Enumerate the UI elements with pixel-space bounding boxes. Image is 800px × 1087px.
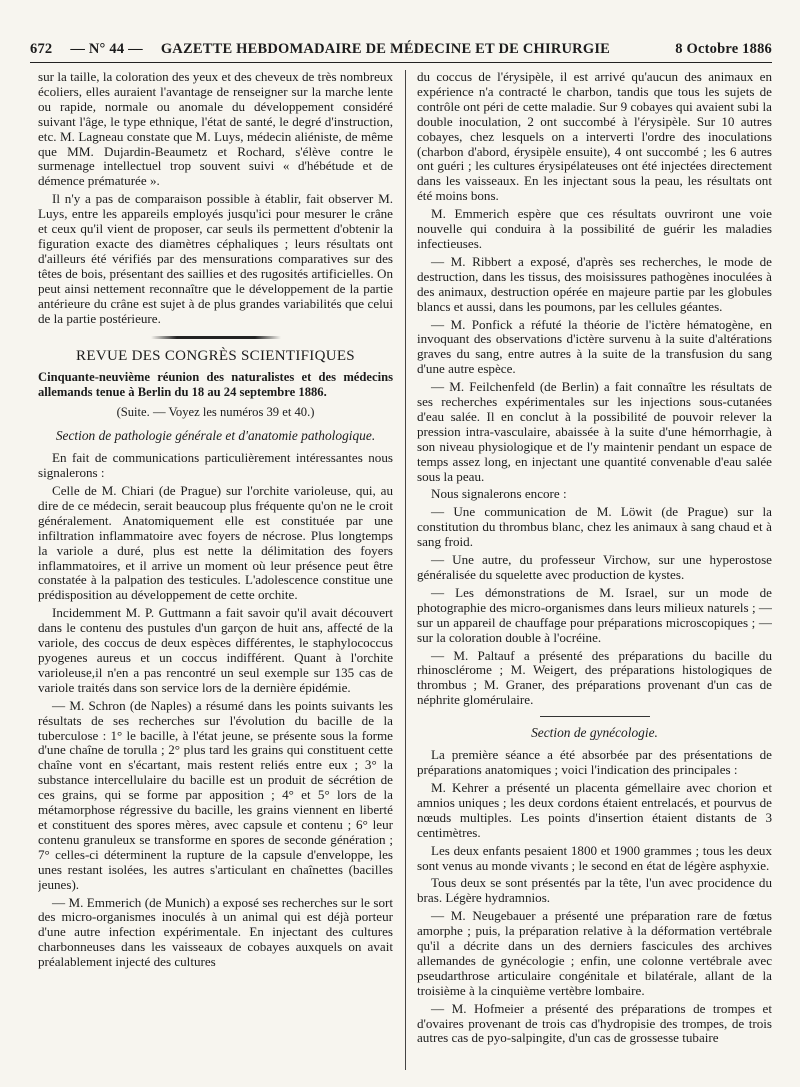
paragraph: M. Kehrer a présenté un placenta gémellaire avec chorion et amnios uniques ; les deux cordons étaient entrelacés, et pourvus de nœuds multiples. Les points d'insertion étaient distants de 3 centimètres. xyxy=(417,779,772,840)
paragraph: — Une autre, du professeur Virchow, sur une hyperostose généralisée du squelette avec production de kystes. xyxy=(417,552,772,582)
paragraph: M. Emmerich espère que ces résultats ouvriront une voie nouvelle qui conduira à la possibilité de guérir les maladies infectieuses. xyxy=(417,206,772,251)
paragraph: — M. Ponfick a réfuté la théorie de l'ictère hématogène, en invoquant des observations d'ictère survenu à la suite d'altérations graves du sang, entre autres à la suite de la transfusion du sang d'une autre espèce. xyxy=(417,316,772,377)
paragraph: — M. Ribbert a exposé, d'après ses recherches, le mode de destruction, dans les tissus, des moisissures pathogènes inoculées à des animaux, destruction opérée en majeure partie par les globules blancs et aussi, dans les poumons, par les cellules géantes. xyxy=(417,253,772,314)
paragraph: Nous signalerons encore : xyxy=(431,486,567,502)
paragraph: — M. Feilchenfeld (de Berlin) a fait connaître les résultats de ses recherches expérimentales sur les injections sous-cutanées d'eau salée. Il en conclut à la possibilité de pouvoir relever la pression intra-vasculaire, abaissée à la suite d'une hémorrhagie, à son niveau physiologique et de l'y maintenir pendant un espace de temps assez long, en injectant une quantité convenable d'eau salée sous la peau. xyxy=(417,379,772,484)
paragraph: Incidemment M. P. Guttmann a fait savoir qu'il avait découvert dans le contenu des pustules d'un garçon de huit ans, affecté de la variole, des coccus de deux espèces différentes, le staphylococcus pyogenes aureus et un coccus indifférent. Quant à l'orchite varioleuse,il n'en a pas rencontré un seul exemple sur 135 cas de variole traités dans son service lors de la dernière épidémie. xyxy=(38,605,393,695)
paragraph: Il n'y a pas de comparaison possible à établir, fait observer M. Luys, entre les appareils employés jusqu'ici pour mesurer le crâne et ceux qu'il vient de proposer, car seuls ils permettent d'obtenir la figuration exacte des diamètres céphaliques ; leurs résultats ont d'ailleurs été vérifiés par des mensurations comparatives sur des têtes de bois, présentant des saillies et des rugosités artificielles. On peut ainsi nettement reconnaître que le développement de la partie antérieure du crâne est sujet à de plus grandes variabilités que celui de la partie postérieure. xyxy=(38,191,393,326)
paragraph: Tous deux se sont présentés par la tête, l'un avec procidence du bras. Légère hydramnios. xyxy=(417,875,772,906)
section-heading: REVUE DES CONGRÈS SCIENTIFIQUES xyxy=(76,348,355,365)
column-divider xyxy=(405,70,406,1070)
continuation-note: (Suite. — Voyez les numéros 39 et 40.) xyxy=(116,405,315,420)
paragraph: En fait de communications particulièrement intéressantes nous signalerons : xyxy=(38,450,393,481)
paragraph: — M. Schron (de Naples) a résumé dans les points suivants les résultats de ses recherches sur l'évolution du bacille de la tuberculose : 1° le bacille, à l'état jeune, se présente sous la forme d'une chaîne de torulla ; 2° plus tard les grains qui constituent cette chaîne vont en s'écartant, mais restent reliés entre eux ; 3° la substance intercellulaire du bacille est un produit de sécrétion de ces grains, qui se forme par apposition ; 4° et 5° lors de la métamorphose régressive du bacille, les grains viennent en liberté et constituent des spores mères, avec capsule et contenu ; 6° leur contenu granuleux se transforme en spores de seconde génération ; 7° celles-ci déterminent la rupture de la capsule d'enveloppe, les unes restant isolées, les autres s'articulant en chaînettes (bacilles jeunes). xyxy=(38,697,393,892)
paragraph: du coccus de l'érysipèle, il est arrivé qu'aucun des animaux en expérience n'a contracté le charbon, tandis que tous les sujets de contrôle ont péri de cette maladie. Sur 9 cobayes qui avaient subi la double inoculation, 2 ont succombé à l'érysipèle. Sur 10 autres cobayes, chez lesquels on a interverti l'ordre des inoculations (charbon d'abord, érysipèle ensuite), 4 ont succombé ; les 6 autres ont guéri ; les cultures érysipélateuses ont été injectées directement dans les vaisseaux. En les injectant sous la peau, les résultats ont été moins bons. xyxy=(417,70,772,204)
paragraph: — M. Paltauf a présenté des préparations du bacille du rhinosclérome ; M. Weigert, des préparations histologiques de thrombus ; M. Graner, des préparations provenant d'un cas de néphrite glomérulaire. xyxy=(417,647,772,708)
section-subtitle: Cinquante-neuvième réunion des naturalistes et des médecins allemands tenue à Berlin du 18 au 24 septembre 1886. xyxy=(38,370,393,399)
paragraph: — M. Neugebauer a présenté une préparation rare de fœtus amorphe ; puis, la préparation relative à la déformation vertébrale qu'il a décrite dans un des derniers fascicules des archives allemandes de gynécologie ; enfin, une colonne vertébrale avec pseudarthrose articulaire congénitale et bilatérale, allant de la troisième à la cinquième vertèbre lombaire. xyxy=(417,908,772,998)
paragraph: — M. Emmerich (de Munich) a exposé ses recherches sur le sort des micro-organismes inoculés à un animal qui est déjà porteur d'une autre infection expérimentale. En injectant des cultures charbonneuses dans les vaisseaux de cobayes auxquels on avait préalablement injecté des cultures xyxy=(38,894,393,970)
paragraph: Celle de M. Chiari (de Prague) sur l'orchite varioleuse, qui, au dire de ce médecin, serait beaucoup plus fréquente qu'on ne le croit généralement. Anatomiquement elle est constituée par une infiltration inflammatoire avec foyers de nécrose. Plus longtemps la variole a duré, plus est nette la délimitation des foyers inflammatoires, et il arrive un moment où leur présence peut être constatée à la palpation des testicules. L'adolescence constitue une prédisposition au développement de cette orchite. xyxy=(38,483,393,603)
header-left xyxy=(30,41,610,58)
journal-title: GAZETTE HEBDOMADAIRE DE MÉDECINE ET DE CHIRURGIE xyxy=(160,40,611,57)
paragraph: — Les démonstrations de M. Israel, sur un mode de photographie des micro-organismes dans leurs milieux naturels ; — sur un appareil de chauffage pour préparations microscopiques ; — sur la coloration double à l'ocréine. xyxy=(417,584,772,645)
subsection-heading: Section de pathologie générale et d'anatomie pathologique. xyxy=(55,428,376,444)
issue-number: — N° 44 — xyxy=(70,40,143,57)
paragraph: sur la taille, la coloration des yeux et des cheveux de très nombreux écoliers, elles auraient l'avantage de renseigner sur la marche lente ou rapide, normale ou anomale du développement considéré suivant l'âge, le type ethnique, l'état de santé, le degré d'instruction, etc. M. Lagneau constate que M. Luys, médecin aliéniste, de même que MM. Dujardin-Beaumetz et Rochard, s'élève contre le surmenage intellectuel trop souvent suivi « d'hébétude et de démence prématurée ». xyxy=(38,70,393,189)
page-header xyxy=(30,36,772,63)
paragraph: La première séance a été absorbée par des présentations de préparations anatomiques ; voici l'indication des principales : xyxy=(417,747,772,778)
paragraph: — Une communication de M. Löwit (de Prague) sur la constitution du thrombus blanc, chez les animaux à sang chaud et à sang froid. xyxy=(417,504,772,550)
page-number: 672 xyxy=(30,40,53,57)
section-rule xyxy=(540,716,650,717)
paragraph: Les deux enfants pesaient 1800 et 1900 grammes ; tous les deux sont venus au monde vivants ; le second en état de légère asphyxie. xyxy=(417,842,772,873)
subsection-heading: Section de gynécologie. xyxy=(531,725,658,741)
paragraph: — M. Hofmeier a présenté des préparations de trompes et d'ovaires provenant de trois cas d'hydropisie des trompes, de trois autres cas de pyo-salpingite, d'un cas de grossesse tubaire xyxy=(417,1000,772,1046)
right-column xyxy=(417,70,772,1080)
ornamental-rule xyxy=(151,336,281,339)
issue-date: 8 Octobre 1886 xyxy=(675,40,772,57)
left-column xyxy=(38,70,393,1080)
